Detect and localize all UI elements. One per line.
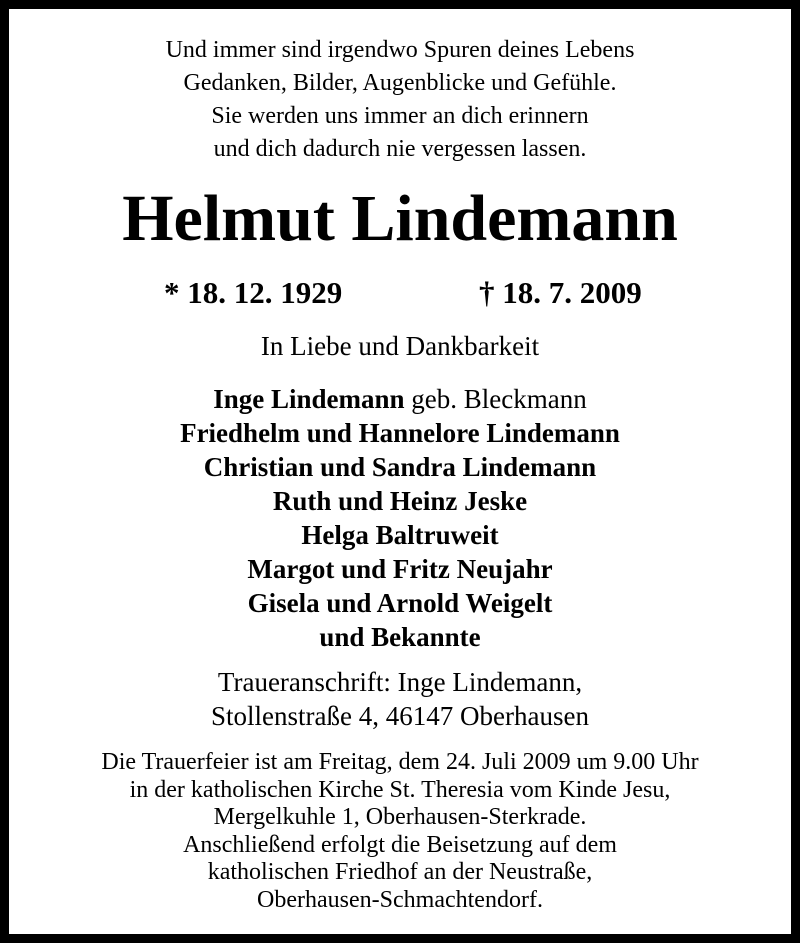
address-line: Stollenstraße 4, 46147 Oberhausen — [211, 701, 589, 731]
maiden-name: geb. Bleckmann — [404, 384, 587, 414]
funeral-line: katholischen Friedhof an der Neustraße, — [207, 859, 593, 885]
funeral-line: Die Trauerfeier ist am Freitag, dem 24. Juli 2009 um 9.00 Uhr — [101, 749, 699, 775]
birth-date: * 18. 12. 1929 — [164, 275, 343, 310]
mourner-line: Christian und Sandra Lindemann — [203, 452, 597, 482]
dedication: In Liebe und Dankbarkeit — [260, 331, 540, 361]
funeral-line: Oberhausen-Schmachtendorf. — [257, 886, 543, 913]
funeral-line: Mergelkuhle 1, Oberhausen-Sterkrade. — [213, 804, 587, 830]
poem-line: und dich dadurch nie vergessen lassen. — [213, 136, 587, 162]
mourner-line: Ruth und Heinz Jeske — [272, 486, 528, 516]
mourner-name: Inge Lindemann — [213, 384, 405, 414]
mourner-line: Friedhelm und Hannelore Lindemann — [180, 418, 620, 448]
funeral-line: in der katholischen Kirche St. Theresia vom Kinde Jesu, — [129, 776, 671, 803]
poem-line: Und immer sind irgendwo Spuren deines Lebens — [165, 37, 635, 63]
poem-line: Gedanken, Bilder, Augenblicke und Gefühle. — [183, 70, 617, 96]
funeral-line: Anschließend erfolgt die Beisetzung auf dem — [183, 831, 617, 858]
mourner-line — [9, 382, 791, 416]
mourner-line: Gisela und Arnold Weigelt — [247, 588, 553, 618]
address-line: Traueranschrift: Inge Lindemann, — [217, 667, 583, 697]
mourner-line: und Bekannte — [319, 622, 481, 652]
deceased-name: Helmut Lindemann — [122, 182, 678, 255]
mourner-line: Margot und Fritz Neujahr — [247, 554, 553, 584]
death-date: † 18. 7. 2009 — [479, 275, 642, 310]
poem-line: Sie werden uns immer an dich erinnern — [211, 103, 589, 129]
mourner-line: Helga Baltruweit — [301, 520, 499, 550]
